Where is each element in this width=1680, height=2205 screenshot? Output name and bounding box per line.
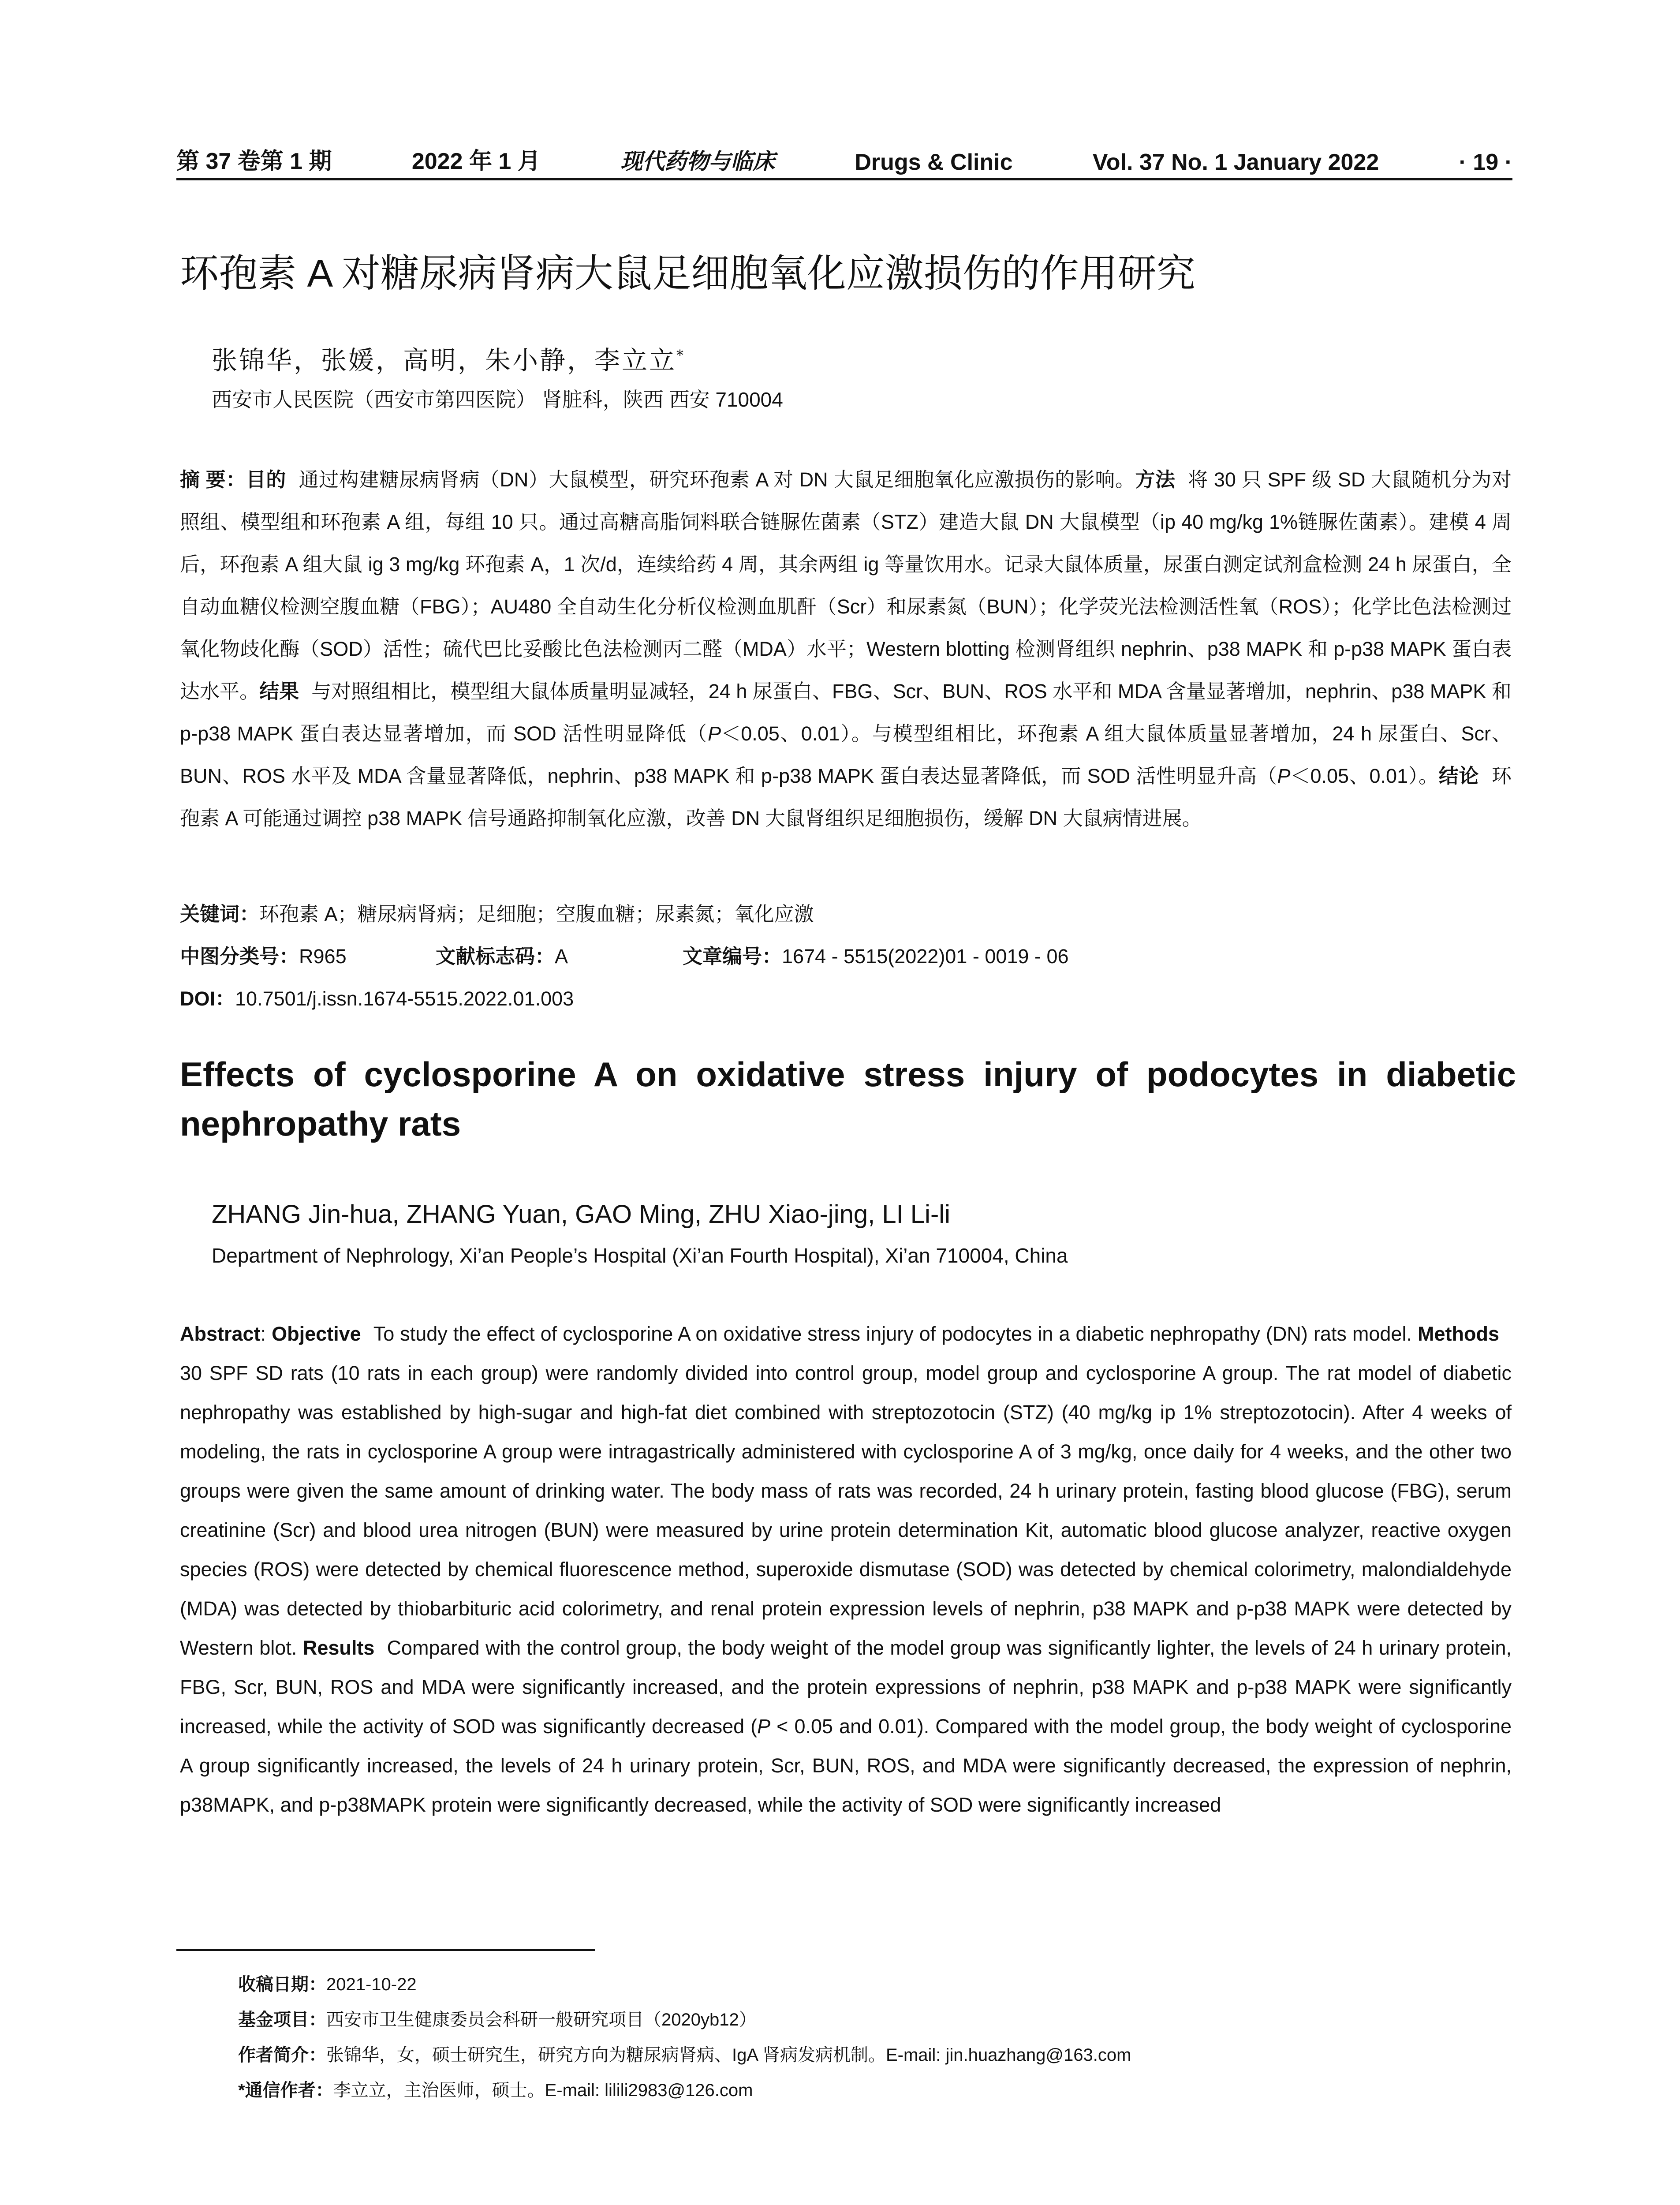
clc-item [180,940,436,969]
cn-keywords-label: 关键词： [180,903,260,925]
cn-authors [212,340,685,377]
cn-methods-label: 方法 [1135,468,1176,491]
articleno-value: 1674 - 5515(2022)01 - 0019 - 06 [782,945,1069,968]
en-results-label: Results [302,1637,375,1659]
header-rule [176,178,1512,180]
cn-results-label: 结果 [259,680,299,703]
header-volume-cn: 第 37 卷第 1 期 [176,149,332,174]
cn-keywords-text: 环孢素 A；糖尿病肾病；足细胞；空腹血糖；尿素氮；氧化应激 [259,903,814,925]
articleno-item [683,940,1069,969]
cn-results-text-c: ＜0.05、0.01）。 [1290,765,1439,787]
en-p-value: P [757,1715,771,1738]
en-methods-label: Methods [1418,1323,1499,1345]
doi-line [180,983,574,1011]
received-value: 2021-10-22 [326,1975,417,1994]
en-affiliation: Department of Nephrology, Xi’an People’s Hospital (Xi’an Fourth Hospital), Xi’an 710004, China [212,1244,1068,1267]
clc-value: R965 [299,945,347,968]
footnotes [238,1967,1131,2108]
running-header [176,140,1512,176]
received-label: 收稿日期： [238,1975,326,1994]
cn-conclusion-label: 结论 [1438,765,1479,787]
corresponding-mark: * [676,347,686,364]
doccode-label: 文献标志码： [436,945,555,968]
cn-results-text-b: ＜0.05、0.01）。与模型组相比，环孢素 A 组大鼠体质量显著增加，24 h 尿蛋白、Scr、BUN、ROS 水平及 MDA 含量显著降低，nephrin、p38 MAPK 和 p-p38 MAPK 蛋白表达显著降低，而 SOD 活性明显升高（ [180,722,1512,787]
cn-objective-text: 通过构建糖尿病肾病（DN）大鼠模型，研究环孢素 A 对 DN 大鼠足细胞氧化应激损伤的影响。 [299,468,1135,491]
en-objective-text: To study the effect of cyclosporine A on oxidative stress injury of podocytes in a diabetic nephropathy (DN) rats model. [373,1323,1412,1345]
doi-value: 10.7501/j.issn.1674-5515.2022.01.003 [235,987,574,1010]
cn-p-value-2: P [1277,765,1291,787]
cn-conclusion-text: 环孢素 A 可能通过调控 p38 MAPK 信号通路抑制氧化应激，改善 DN 大鼠肾组织足细胞损伤，缓解 DN 大鼠病情进展。 [180,765,1512,830]
cn-keywords [180,898,814,927]
en-title: Effects of cyclosporine A on oxidative stress injury of podocytes in diabetic nephropathy rats [180,1055,1516,1143]
cn-objective-label: 目的 [246,468,286,491]
corr-value: 李立立，主治医师，硕士。E-mail: lilili2983@126.com [333,2081,753,2100]
cn-title: 环孢素 A 对糖尿病肾病大鼠足细胞氧化应激损伤的作用研究 [180,251,1195,295]
en-abstract: Abstract: Objective To study the effect of cyclosporine A on oxidative stress injury of podocytes in a diabetic nephropathy (DN) rats model. Methods30 SPF SD rats (10 rats in each group) were randomly divided into control group, model group and cyclosporine A group. The rat model of diabetic nephropathy was established by high-sugar and high-fat diet combined with streptozotocin (STZ) (40 mg/kg ip 1% streptozotocin). After 4 weeks of modeling, the rats in cyclosporine A group were intragastrically administered with cyclosporine A of 3 mg/kg, once daily for 4 weeks, and the other two groups were given the same amount of drinking water. The body mass of rats was recorded, 24 h urinary protein, fasting blood glucose (FBG), serum creatinine (Scr) and blood urea nitrogen (BUN) were measured by urine protein determination Kit, automatic blood glucose analyzer, reactive oxygen species (ROS) were detected by chemical fluorescence method, superoxide dismutase (SOD) was detected by chemical colorimetry, malondialdehyde (MDA) was detected by thiobarbituric acid colorimetry, and renal protein expression levels of nephrin, p38 MAPK and p-p38 MAPK were detected by Western blot. Results Compared with the control group, the body weight of the model group was significantly lighter, the levels of 24 h urinary protein, FBG, Scr, BUN, ROS and MDA were significantly increased, and the protein expressions of nephrin, p38 MAPK and p-p38 MAPK were significantly increased, while the activity of SOD was significantly decreased (P < 0.05 and 0.01). Compared with the model group, the body weight of cyclosporine A group significantly increased, the levels of 24 h urinary protein, Scr, BUN, ROS, and MDA were significantly decreased, the expression of nephrin, p38MAPK, and p-p38MAPK protein were significantly decreased, while the activity of SOD were significantly increased [180,1323,1512,1816]
doccode-value: A [555,945,568,968]
fund-label: 基金项目： [238,2010,326,2029]
cn-abstract-label: 摘 要： [180,468,246,491]
clc-label: 中图分类号： [180,945,299,968]
en-objective-label: Objective [272,1323,361,1345]
cn-p-value-1: P [708,722,721,745]
cn-abstract [180,459,1512,840]
header-page-number: · 19 · [1459,149,1512,175]
cn-author-list: 张锦华，张媛，高明，朱小静，李立立 [212,345,677,375]
footnote-corresponding [238,2073,1131,2108]
doi-label: DOI： [180,987,235,1010]
corr-label: *通信作者： [238,2081,333,2100]
doccode-item [436,940,683,969]
en-methods-text: 30 SPF SD rats (10 rats in each group) were randomly divided into control group, model group and cyclosporine A group. The rat model of diabetic nephropathy was established by high-sugar and high-fat diet combined with streptozotocin (STZ) (40 mg/kg ip 1% streptozotocin). After 4 weeks of modeling, the rats in cyclosporine A group were intragastrically administered with cyclosporine A of 3 mg/kg, once daily for 4 weeks, and the other two groups were given the same amount of drinking water. The body mass of rats was recorded, 24 h urinary protein, fasting blood glucose (FBG), serum creatinine (Scr) and blood urea nitrogen (BUN) were measured by urine protein determination Kit, automatic blood glucose analyzer, reactive oxygen species (ROS) were detected by chemical fluorescence method, superoxide dismutase (SOD) was detected by chemical colorimetry, malondialdehyde (MDA) was detected by thiobarbituric acid colorimetry, and renal protein expression levels of nephrin, p38 MAPK and p-p38 MAPK were detected by Western blot. [180,1362,1512,1659]
cn-classification-line [180,940,1069,969]
header-volume-en: Vol. 37 No. 1 January 2022 [1092,149,1379,175]
footnote-fund [238,2002,1131,2037]
bio-value: 张锦华，女，硕士研究生，研究方向为糖尿病肾病、IgA 肾病发病机制。E-mail: jin.huazhang@163.com [326,2045,1131,2065]
cn-methods-text: 将 30 只 SPF 级 SD 大鼠随机分为对照组、模型组和环孢素 A 组，每组 10 只。通过高糖高脂饲料联合链脲佐菌素（STZ）建造大鼠 DN 大鼠模型（ip 40 mg/kg 1%链脲佐菌素）。建模 4 周后，环孢素 A 组大鼠 ig 3 mg/kg 环孢素 A，1 次/d，连续给药 4 周，其余两组 ig 等量饮用水。记录大鼠体质量，尿蛋白测定试剂盒检测 24 h 尿蛋白，全自动血糖仪检测空腹血糖（FBG）；AU480 全自动生化分析仪检测血肌酐（Scr）和尿素氮（BUN）；化学荧光法检测活性氧（ROS）；化学比色法检测过氧化物歧化酶（SOD）活性；硫代巴比妥酸比色法检测丙二醛（MDA）水平；Western blotting 检测肾组织 nephrin、p38 MAPK 和 p-p38 MAPK 蛋白表达水平。 [180,468,1512,703]
header-journal-cn: 现代药物与临床 [620,148,775,174]
bio-label: 作者简介： [238,2045,326,2065]
cn-results-text-a: 与对照组相比，模型组大鼠体质量明显减轻，24 h 尿蛋白、FBG、Scr、BUN、ROS 水平和 MDA 含量显著增加，nephrin、p38 MAPK 和 p-p38 MAPK 蛋白表达显著增加，而 SOD 活性明显降低（ [180,680,1512,745]
en-authors: ZHANG Jin-hua, ZHANG Yuan, GAO Ming, ZHU Xiao-jing, LI Li-li [212,1200,951,1229]
en-results-text-b: < 0.05 and 0.01). Compared with the model group, the body weight of cyclosporine A group significantly increased, the levels of 24 h urinary protein, Scr, BUN, ROS, and MDA were significantly decreased, the expression of nephrin, p38MAPK, and p-p38MAPK protein were significantly decreased, while the activity of SOD were significantly increased [180,1715,1512,1816]
en-abstract-label: Abstract [180,1323,261,1345]
footnote-rule [176,1949,595,1951]
en-results-text-a: Compared with the control group, the body weight of the model group was significantly lighter, the levels of 24 h urinary protein, FBG, Scr, BUN, ROS and MDA were significantly increased, and the protein expressions of nephrin, p38 MAPK and p-p38 MAPK were significantly increased, while the activity of SOD was significantly decreased ( [180,1637,1512,1738]
cn-affiliation: 西安市人民医院（西安市第四医院） 肾脏科，陕西 西安 710004 [212,388,783,411]
articleno-label: 文章编号： [683,945,782,968]
footnote-author-bio [238,2037,1131,2073]
header-date-cn: 2022 年 1 月 [411,149,541,174]
fund-value: 西安市卫生健康委员会科研一般研究项目（2020yb12） [326,2010,757,2029]
footnote-received [238,1967,1131,2002]
header-journal-en: Drugs & Clinic [855,149,1013,175]
